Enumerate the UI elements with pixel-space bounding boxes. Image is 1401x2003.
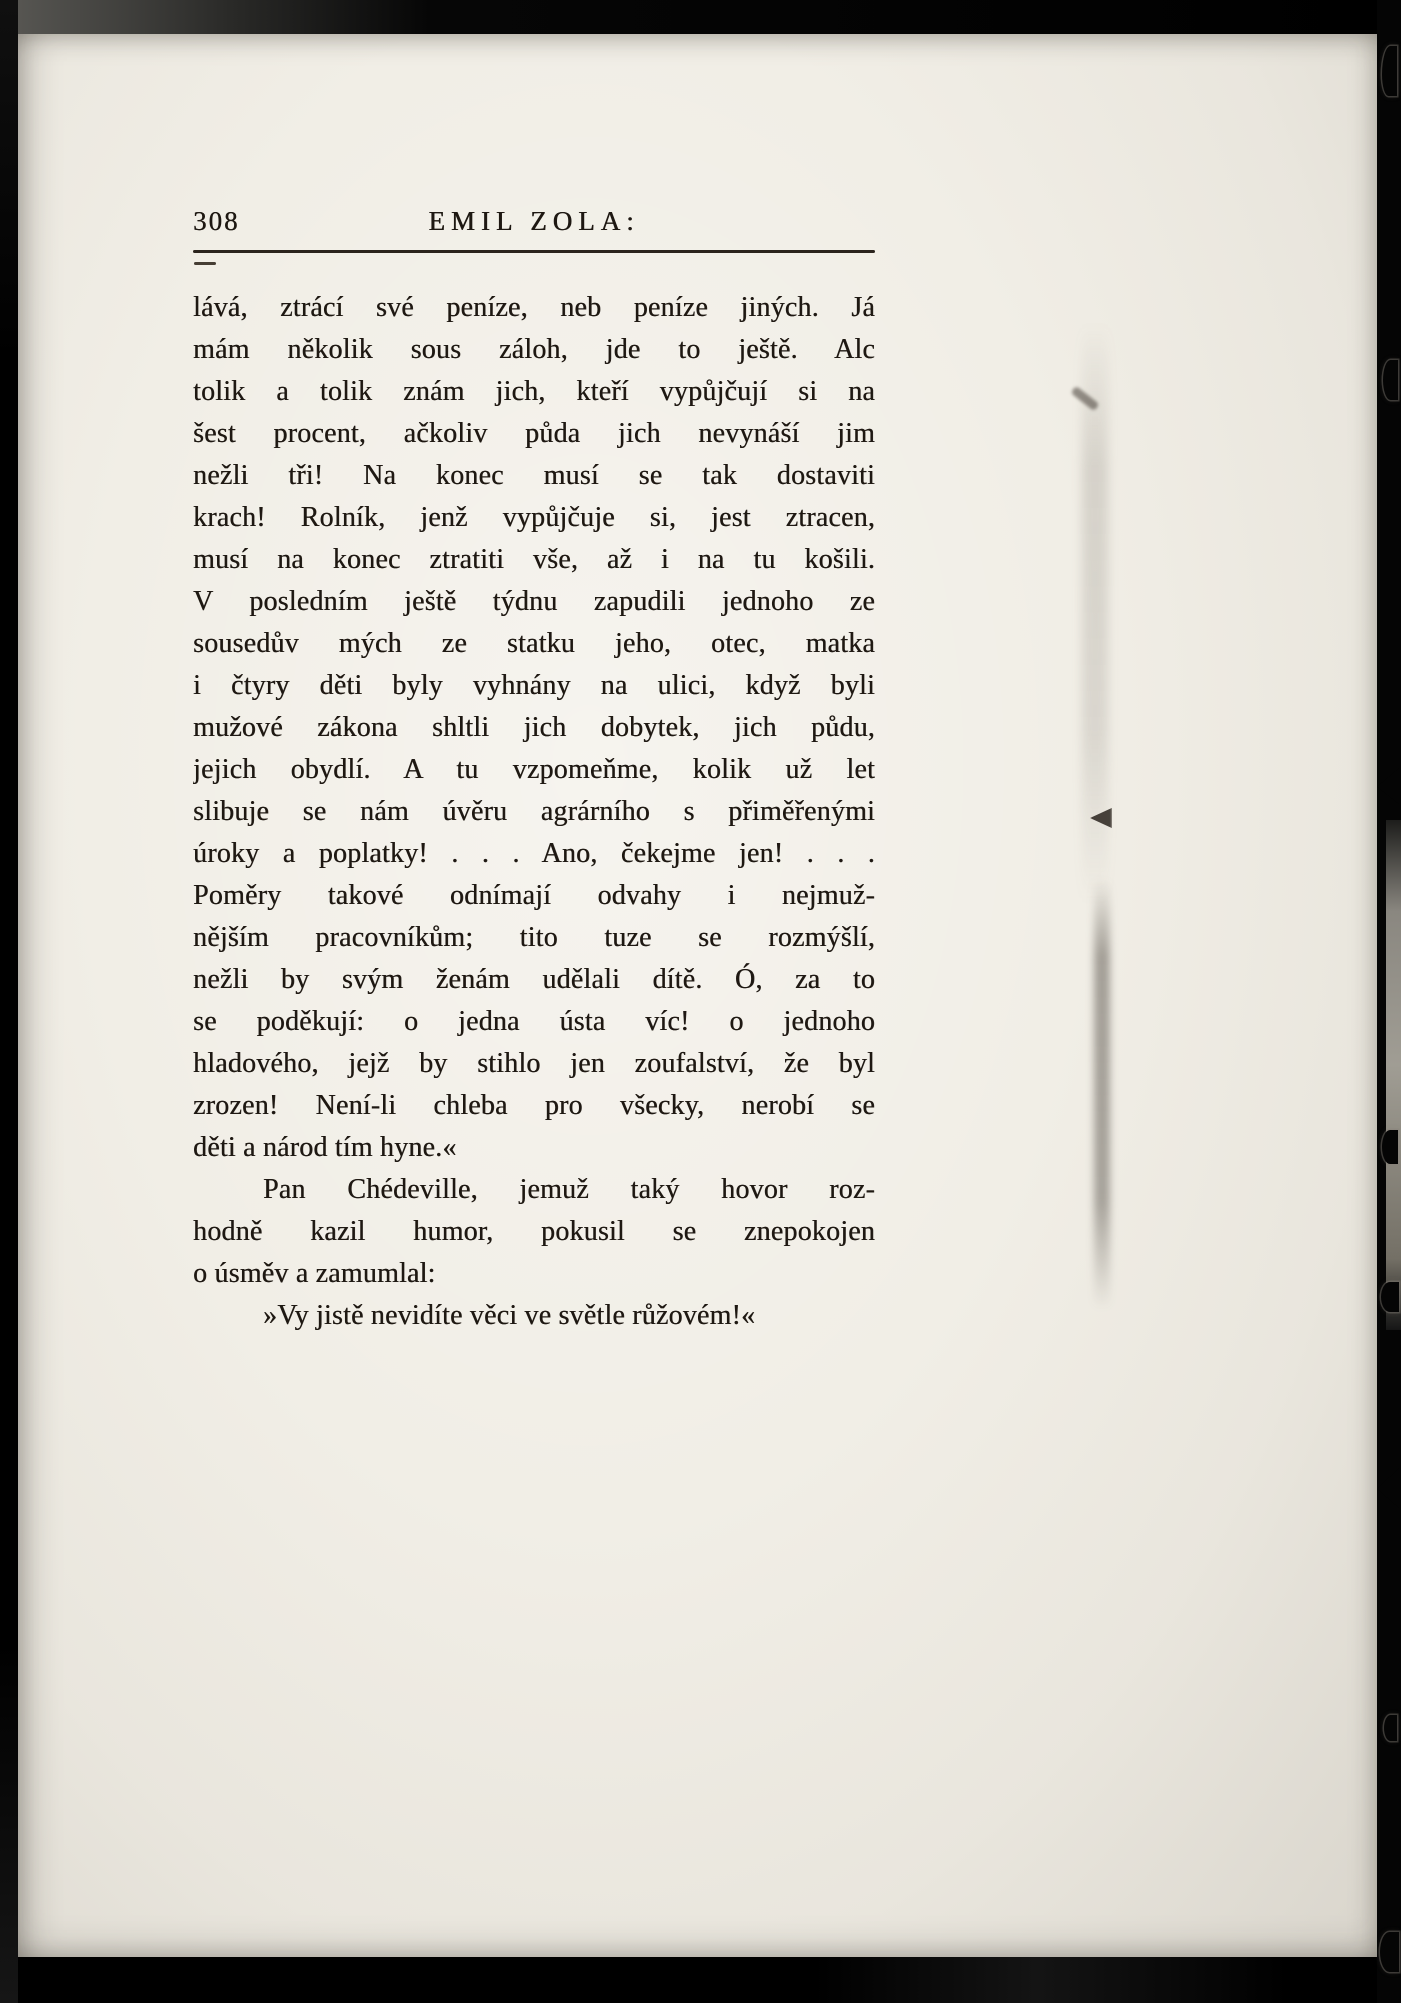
- text-line: i čtyry děti byly vyhnány na ulici, když byli: [193, 670, 875, 701]
- text-line: Poměry takové odnímají odvahy i nejmuž-: [193, 880, 875, 911]
- text-line: zrozen! Není-li chleba pro všecky, nerobí se: [193, 1090, 875, 1121]
- scan-edge-bottom: [0, 1957, 1401, 2003]
- text-line: o úsměv a zamumlal:: [193, 1258, 436, 1289]
- text-line: jejich obydlí. A tu vzpomeňme, kolik už let: [193, 754, 875, 785]
- running-title: EMIL ZOLA:: [428, 206, 640, 236]
- text-line: tolik a tolik znám jich, kteří vypůjčují si na: [193, 376, 875, 407]
- text-line: děti a národ tím hyne.«: [193, 1132, 457, 1163]
- binding-mark: [1384, 1715, 1397, 1741]
- text-line: nežli tři! Na konec musí se tak dostaviti: [193, 460, 875, 491]
- text-body: [193, 287, 875, 1337]
- scan-shadow-streak: [1082, 324, 1108, 904]
- text-line: hodně kazil humor, pokusil se znepokojen: [193, 1216, 875, 1247]
- text-line: se poděkují: o jedna ústa víc! o jednoho: [193, 1006, 875, 1037]
- scan-stray-mark-arrow: [1090, 806, 1112, 830]
- scan-edge-top: [0, 0, 1401, 34]
- binding-mark: [1383, 360, 1398, 400]
- text-line: nějším pracovníkům; tito tuze se rozmýšlí,: [193, 922, 875, 953]
- text-line: šest procent, ačkoliv půda jich nevynáší jim: [193, 418, 875, 449]
- text-line: Pan Chédeville, jemuž taký hovor roz-: [263, 1174, 875, 1205]
- page-header: [193, 202, 875, 240]
- binding-mark: [1382, 46, 1397, 96]
- text-line: V posledním ještě týdnu zapudili jednoho ze: [193, 586, 875, 617]
- binding-mark: [1382, 1130, 1398, 1164]
- text-line: »Vy jistě nevidíte věci ve světle růžovém!«: [263, 1300, 756, 1331]
- scan-stray-mark: [1070, 386, 1099, 412]
- text-line: úroky a poplatky! . . . Ano, čekejme jen! . . .: [193, 838, 875, 869]
- page-number-underline-mark: [194, 262, 216, 265]
- binding-mark: [1381, 1282, 1399, 1312]
- text-line: mám několik sous záloh, jde to ještě. Alc: [193, 334, 875, 365]
- text-line: hladového, jejž by stihlo jen zoufalství, že byl: [193, 1048, 875, 1079]
- text-line: lává, ztrácí své peníze, neb peníze jiných. Já: [193, 292, 875, 323]
- scan-edge-left: [0, 0, 18, 2003]
- scan-edge-right: [1377, 0, 1401, 2003]
- text-line: sousedův mých ze statku jeho, otec, matka: [193, 628, 875, 659]
- header-rule: [193, 250, 875, 253]
- scan-shadow-streak-dark: [1094, 879, 1110, 1309]
- text-line: mužové zákona shltli jich dobytek, jich půdu,: [193, 712, 875, 743]
- text-line: krach! Rolník, jenž vypůjčuje si, jest ztracen,: [193, 502, 875, 533]
- page-number: 308: [193, 206, 240, 236]
- adjacent-page-edge: [1386, 820, 1401, 1330]
- page-paper: [18, 34, 1377, 1957]
- text-line: nežli by svým ženám udělali dítě. Ó, za to: [193, 964, 875, 995]
- binding-mark: [1380, 1932, 1399, 1972]
- text-line: slibuje se nám úvěru agrárního s přiměřenými: [193, 796, 875, 827]
- text-line: musí na konec ztratiti vše, až i na tu košili.: [193, 544, 875, 575]
